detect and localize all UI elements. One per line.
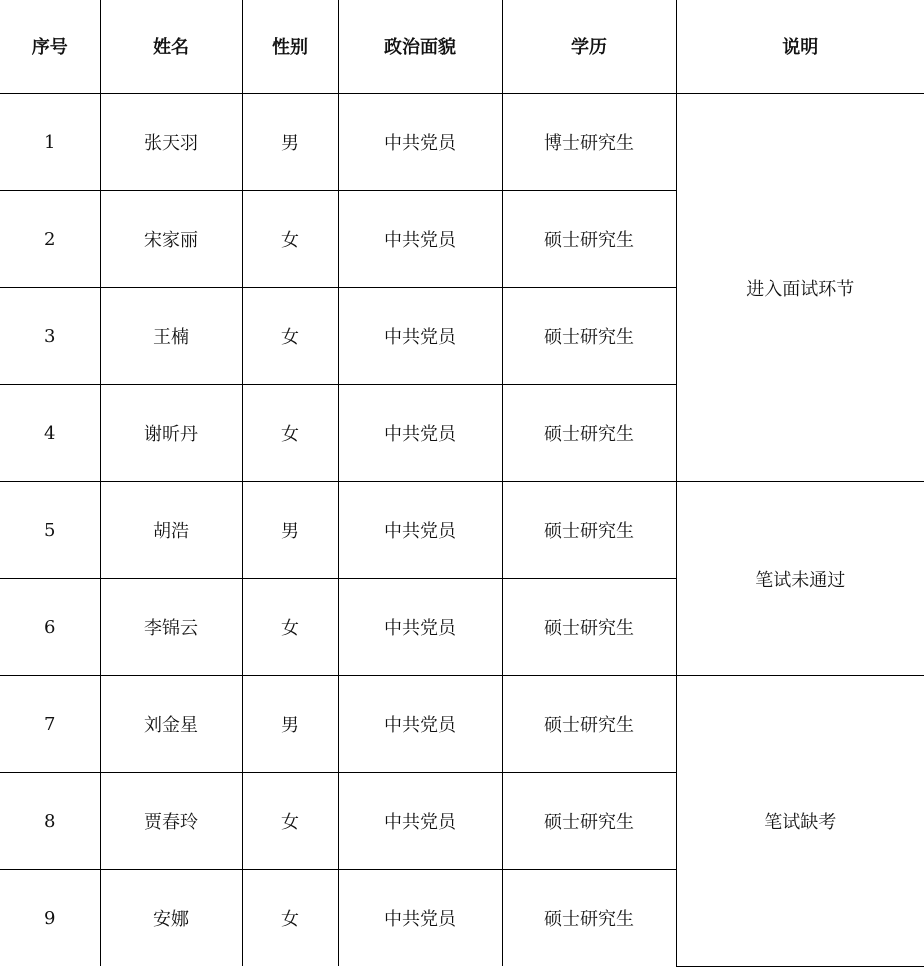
cell-name: 刘金星	[100, 676, 242, 773]
cell-name: 王楠	[100, 288, 242, 385]
cell-political-status: 中共党员	[338, 288, 502, 385]
cell-gender: 女	[242, 191, 338, 288]
table-row	[0, 676, 924, 773]
cell-name: 安娜	[100, 870, 242, 967]
cell-political-status: 中共党员	[338, 482, 502, 579]
header-seq: 序号	[0, 0, 100, 94]
cell-seq: 2	[0, 191, 100, 288]
cell-gender: 男	[242, 94, 338, 191]
cell-political-status: 中共党员	[338, 773, 502, 870]
cell-education: 博士研究生	[502, 94, 676, 191]
cell-gender: 男	[242, 676, 338, 773]
cell-remarks: 进入面试环节	[676, 94, 924, 482]
cell-education: 硕士研究生	[502, 191, 676, 288]
cell-political-status: 中共党员	[338, 385, 502, 482]
cell-seq: 5	[0, 482, 100, 579]
cell-remarks: 笔试未通过	[676, 482, 924, 676]
table-header-row	[0, 0, 924, 94]
cell-political-status: 中共党员	[338, 579, 502, 676]
header-remarks: 说明	[676, 0, 924, 94]
cell-seq: 7	[0, 676, 100, 773]
cell-political-status: 中共党员	[338, 191, 502, 288]
cell-education: 硕士研究生	[502, 385, 676, 482]
cell-gender: 女	[242, 385, 338, 482]
cell-education: 硕士研究生	[502, 482, 676, 579]
header-political-status: 政治面貌	[338, 0, 502, 94]
cell-name: 张天羽	[100, 94, 242, 191]
table-row	[0, 94, 924, 191]
cell-gender: 男	[242, 482, 338, 579]
cell-name: 谢昕丹	[100, 385, 242, 482]
cell-gender: 女	[242, 579, 338, 676]
header-gender: 性别	[242, 0, 338, 94]
cell-remarks: 笔试缺考	[676, 676, 924, 967]
cell-name: 贾春玲	[100, 773, 242, 870]
cell-seq: 6	[0, 579, 100, 676]
cell-gender: 女	[242, 870, 338, 967]
cell-name: 李锦云	[100, 579, 242, 676]
cell-gender: 女	[242, 288, 338, 385]
table-row	[0, 482, 924, 579]
cell-name: 胡浩	[100, 482, 242, 579]
header-education: 学历	[502, 0, 676, 94]
cell-gender: 女	[242, 773, 338, 870]
cell-education: 硕士研究生	[502, 288, 676, 385]
cell-seq: 3	[0, 288, 100, 385]
cell-seq: 4	[0, 385, 100, 482]
cell-name: 宋家丽	[100, 191, 242, 288]
cell-seq: 8	[0, 773, 100, 870]
cell-seq: 9	[0, 870, 100, 967]
cell-political-status: 中共党员	[338, 870, 502, 967]
header-name: 姓名	[100, 0, 242, 94]
cell-education: 硕士研究生	[502, 579, 676, 676]
cell-political-status: 中共党员	[338, 676, 502, 773]
cell-seq: 1	[0, 94, 100, 191]
cell-political-status: 中共党员	[338, 94, 502, 191]
table-body	[0, 94, 924, 967]
cell-education: 硕士研究生	[502, 676, 676, 773]
cell-education: 硕士研究生	[502, 773, 676, 870]
cell-education: 硕士研究生	[502, 870, 676, 967]
